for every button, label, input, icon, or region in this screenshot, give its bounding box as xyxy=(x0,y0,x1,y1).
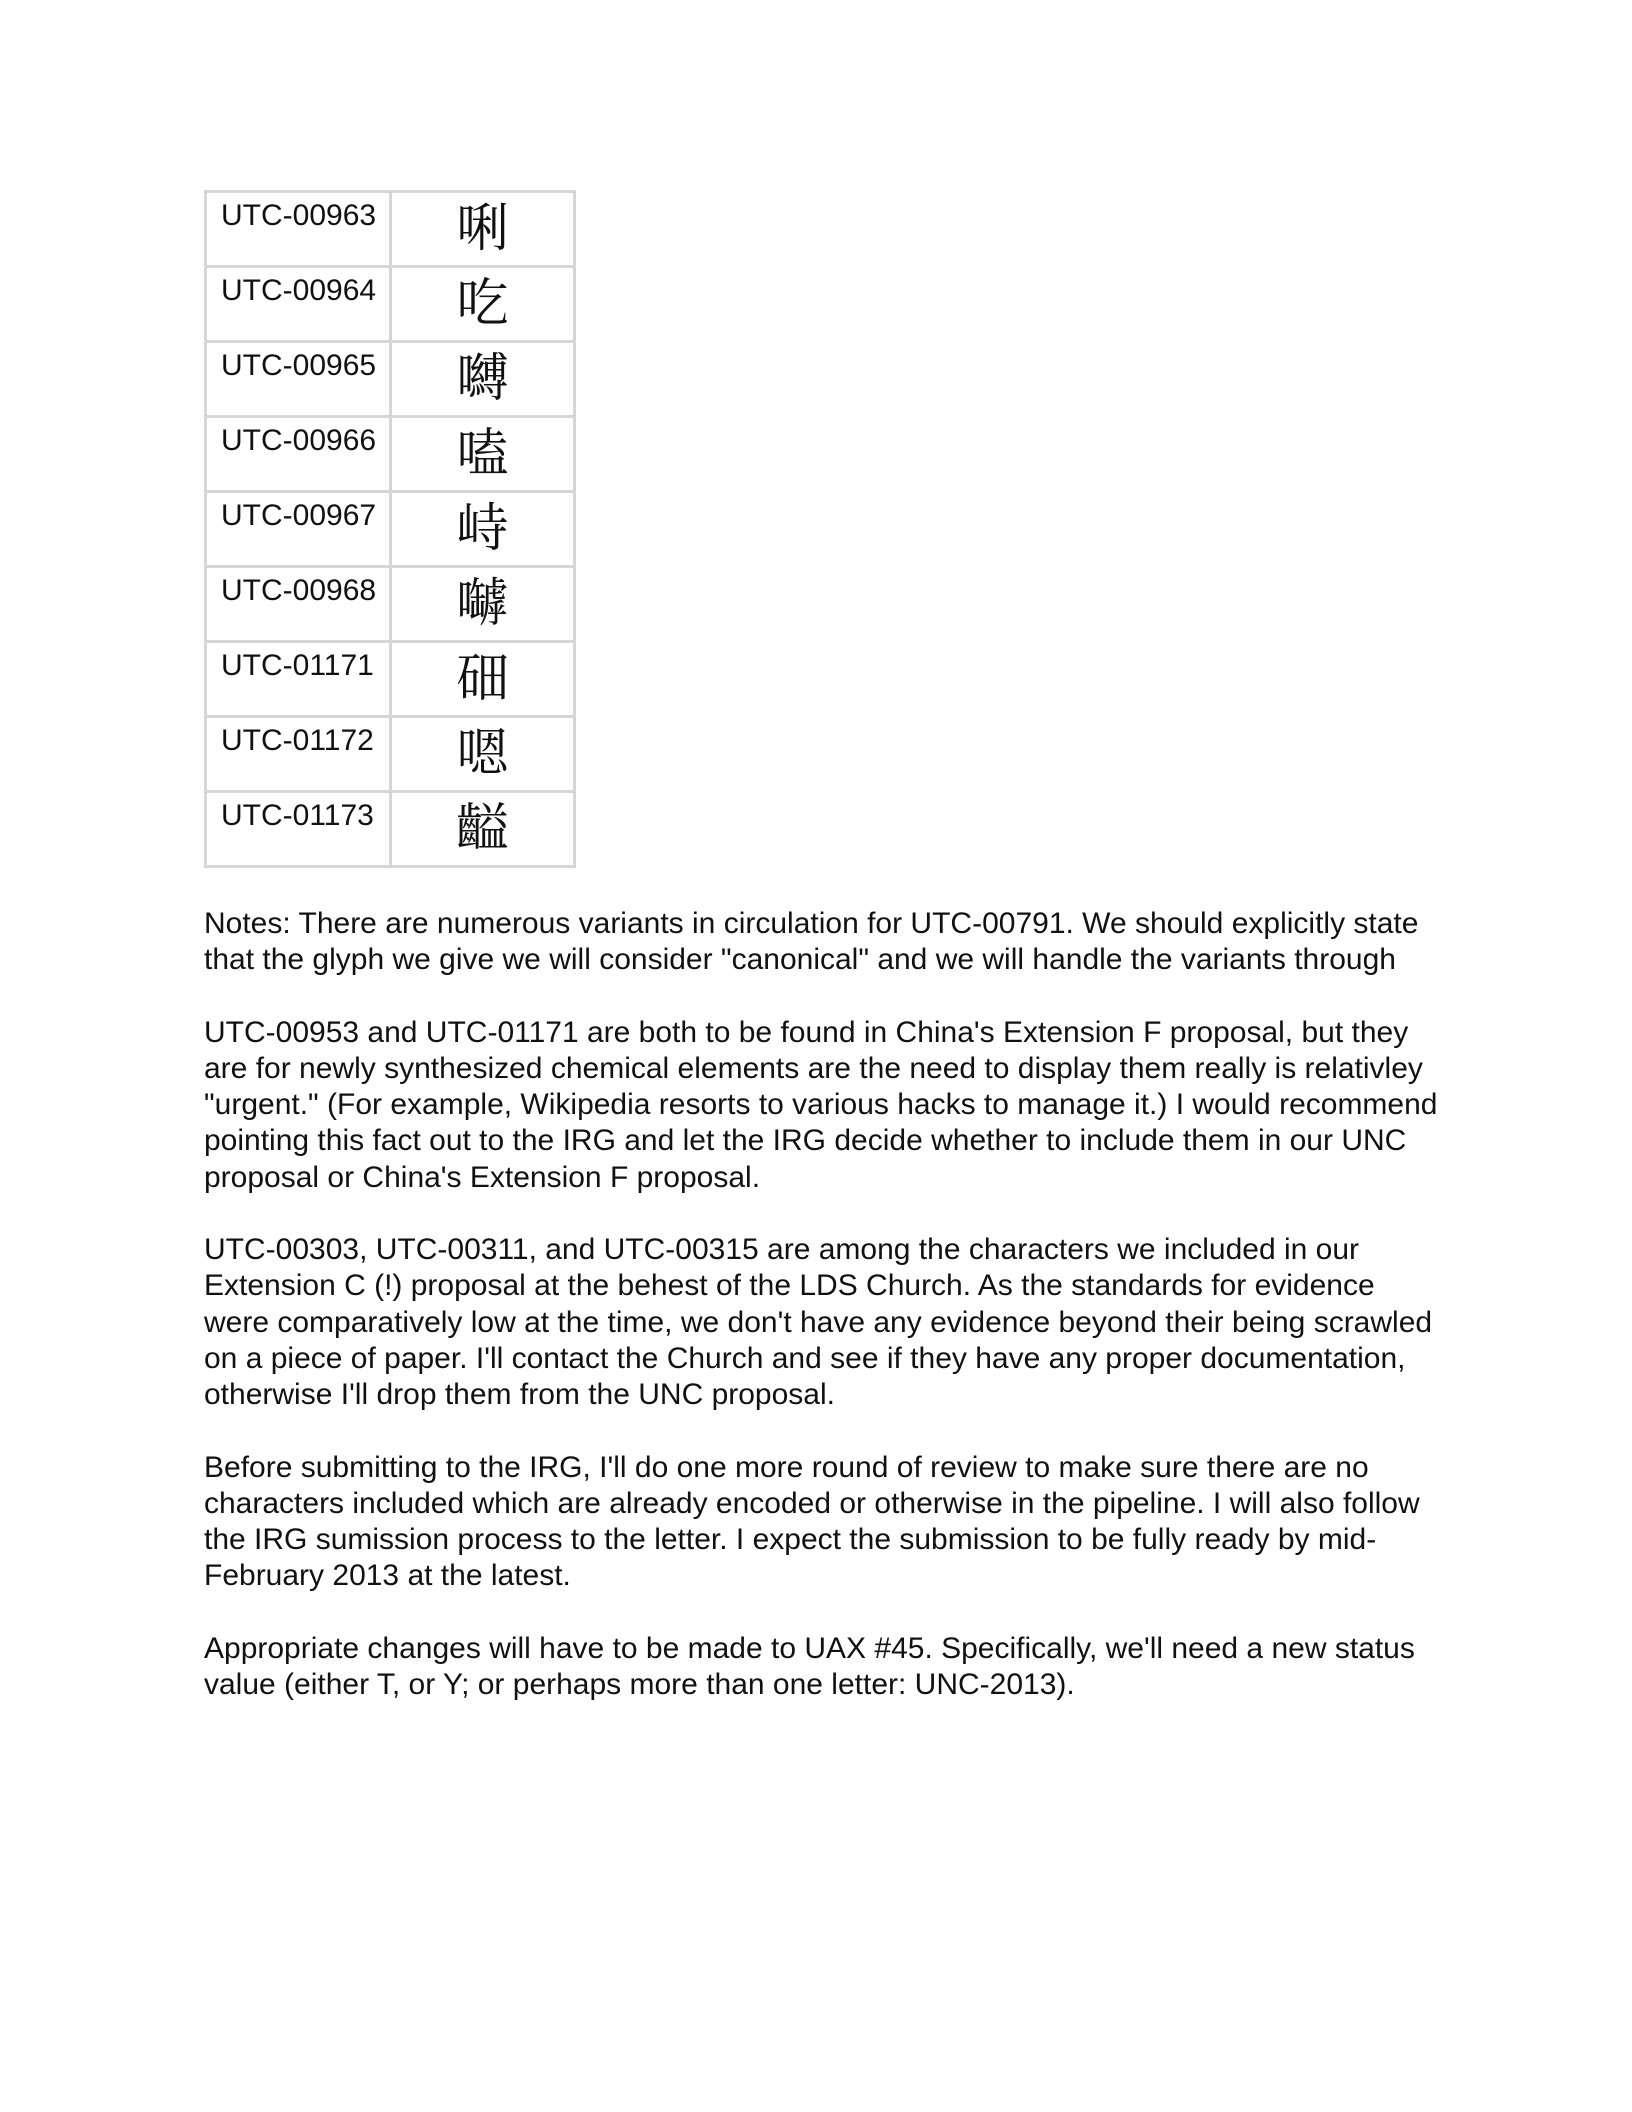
code-cell: UTC-00966 xyxy=(206,417,391,492)
notes-paragraph: Appropriate changes will have to be made to UAX #45. Specifically, we'll need a new status value (either T, or Y; or perhaps more than one letter: UNC-2013). xyxy=(204,1631,1415,1702)
code-cell: UTC-01173 xyxy=(206,792,391,867)
notes-paragraph: Before submitting to the IRG, I'll do one more round of review to make sure there are no characters included which are already encoded or otherwise in the pipeline. I will also follow the IRG sumission process to the letter. I expect the submission to be fully ready by mid-February 2013 at the latest. xyxy=(204,1450,1420,1593)
table-row xyxy=(206,567,575,642)
glyph-cell: 鿬 xyxy=(391,642,575,717)
code-cell: UTC-00968 xyxy=(206,567,391,642)
notes-paragraph: UTC-00953 and UTC-01171 are both to be found in China's Extension F proposal, but they are for newly synthesized chemical elements are the need to display them really is relativley "urgent." (For example, Wikipedia resorts to various hacks to manage it.) I would recommend pointing this fact out to the IRG and let the IRG decide whether to include them in our UNC proposal or China's Extension F proposal. xyxy=(204,1015,1438,1194)
code-cell: UTC-00963 xyxy=(206,192,391,267)
code-cell: UTC-00964 xyxy=(206,267,391,342)
notes-paragraph: Notes: There are numerous variants in circulation for UTC-00791. We should explicitly state that the glyph we give we will consider "canonical" and we will handle the variants through xyxy=(204,907,1419,977)
glyph-table xyxy=(204,190,576,868)
glyph-cell: 峙 xyxy=(391,492,575,567)
table-row xyxy=(206,342,575,417)
table-row xyxy=(206,267,575,342)
notes-paragraph: UTC-00303, UTC-00311, and UTC-00315 are among the characters we included in our Extension C (!) proposal at the behest of the LDS Church. As the standards for evidence were comparatively low at the time, we don't have any evidence beyond their being scrawled on a piece of paper. I'll contact the Church and see if they have any proper documentation, otherwise I'll drop them from the UNC proposal. xyxy=(204,1233,1433,1412)
notes-section xyxy=(204,906,1444,1739)
table-row xyxy=(206,492,575,567)
table-row xyxy=(206,642,575,717)
code-cell: UTC-00965 xyxy=(206,342,391,417)
glyph-cell: 嚩 xyxy=(391,342,575,417)
glyph-cell: 嗑 xyxy=(391,417,575,492)
glyph-cell: 嚹 xyxy=(391,567,575,642)
glyph-cell: 唎 xyxy=(391,192,575,267)
glyph-cell: 嗯 xyxy=(391,717,575,792)
table-row xyxy=(206,192,575,267)
glyph-cell: 吃 xyxy=(391,267,575,342)
glyph-cell: 齸 xyxy=(391,792,575,867)
code-cell: UTC-01171 xyxy=(206,642,391,717)
code-cell: UTC-00967 xyxy=(206,492,391,567)
code-cell: UTC-01172 xyxy=(206,717,391,792)
table-row xyxy=(206,792,575,867)
table-row xyxy=(206,717,575,792)
table-row xyxy=(206,417,575,492)
